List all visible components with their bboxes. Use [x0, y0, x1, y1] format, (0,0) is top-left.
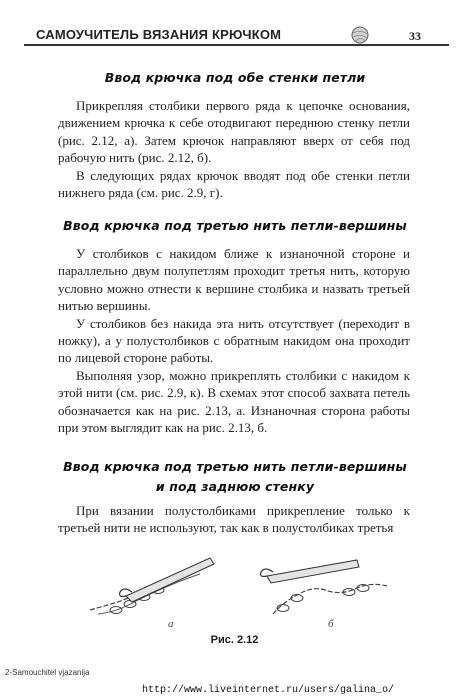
- section-body-both-loops: [58, 97, 410, 201]
- ball-of-yarn-icon: [350, 25, 370, 45]
- paragraph: В следующих рядах крючок вводят под обе стенки петли нижнего ряда (см. рис. 2.9, г).: [58, 167, 410, 201]
- section-heading-third-thread-back-loop-line2: и под заднюю стенку: [155, 479, 315, 494]
- header-rule: [24, 44, 449, 46]
- figure-2-12: [88, 552, 388, 632]
- paragraph: Прикрепляя столбики первого ряда к цепочке основания, движением крючка к себе отодвигают переднюю стенку петли (рис. 2.12, а). Затем крючок направляют вверх от себя под рабочую нить (рис. 2.12, б).: [58, 98, 410, 166]
- section-body-third-thread-back-loop: [58, 502, 410, 537]
- figure-caption: Рис. 2.12: [210, 634, 259, 646]
- paragraph: У столбиков без накида эта нить отсутствует (переходит в ножку), а у полустолбиков с обратным накидом она проходит по лицевой стороне работы.: [58, 315, 410, 366]
- paragraph: При вязании полустолбиками прикрепление только к третьей нити не используют, так как в полустолбиках третья: [58, 503, 410, 536]
- crochet-hook-illustration-b: [253, 552, 393, 622]
- section-heading-third-thread-back-loop: Ввод крючка под третью нить петли-вершины: [63, 459, 407, 474]
- section-body-third-thread: [58, 245, 410, 436]
- crochet-hook-illustration-a: [88, 552, 228, 622]
- source-url: http://www.liveinternet.ru/users/galina_o/: [142, 685, 395, 696]
- figure-label-a: а: [168, 618, 174, 630]
- file-label: 2-Samouchitel vjazanija: [5, 668, 90, 677]
- paragraph: Выполняя узор, можно прикреплять столбики с накидом к этой нити (см. рис. 2.9, к). В схемах этот способ захвата петель обозначается как на рис. 2.13, а. Изнаночная сторона работы при этом выглядит как на рис. 2.13, б.: [58, 367, 410, 436]
- paragraph: У столбиков с накидом ближе к изнаночной стороне и параллельно двум полупетлям проходит третья нить, которую условно можно отнести к вершине столбика и назвать третьей нитью вершины.: [58, 246, 410, 314]
- section-heading-both-loops: Ввод крючка под обе стенки петли: [104, 70, 366, 85]
- section-heading-third-thread: Ввод крючка под третью нить петли-вершины: [63, 218, 407, 233]
- running-title: САМОУЧИТЕЛЬ ВЯЗАНИЯ КРЮЧКОМ: [36, 27, 282, 42]
- page-number: 33: [409, 29, 421, 43]
- running-header: [24, 26, 449, 50]
- figure-label-b: б: [328, 618, 334, 630]
